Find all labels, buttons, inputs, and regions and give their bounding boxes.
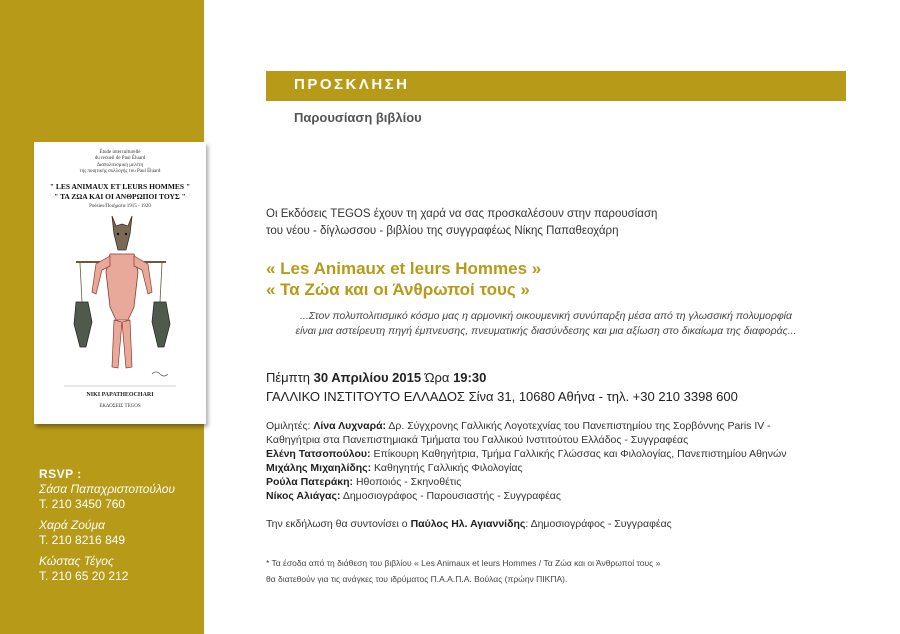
rsvp-contact-name: Κώστας Τέγος: [39, 554, 114, 568]
speaker-row: [266, 434, 688, 446]
speaker-name: Μιχάλης Μιχαηλίδης:: [266, 462, 372, 474]
rsvp-contact-name: Χαρά Ζούμα: [39, 518, 105, 532]
rsvp-contact-phone: Τ. 210 3450 760: [39, 497, 126, 511]
coordinator-prefix: Την εκδήλωση θα συντονίσει ο: [266, 518, 408, 530]
speaker-name: Λίνα Λυχναρά:: [313, 420, 387, 432]
book-cover-author: NIKI PAPATHEOCHARI: [86, 392, 154, 398]
event-venue: ΓΑΛΛΙΚΟ ΙΝΣΤΙΤΟΥΤΟ ΕΛΛΑΔΟΣ: [266, 389, 465, 404]
book-cover-dates: Poésies/Ποιήματα 1915 - 1920: [89, 204, 151, 209]
page-subtitle: Παρουσίαση βιβλίου: [294, 110, 422, 125]
coordinator-line: [266, 518, 672, 530]
book-cover-title-fr: " LES ANIMAUX ET LEURS HOMMES ": [49, 182, 191, 191]
book-cover-title-gr: " ΤΑ ΖΩΑ ΚΑΙ ΟΙ ΑΝΘΡΩΠΟΙ ΤΟΥΣ ": [54, 192, 186, 201]
speaker-role: Καθηγητής Γαλλικής Φιλολογίας: [374, 462, 523, 474]
event-location: [266, 389, 738, 404]
book-cover-intro-line: Διαπολιτισμική μελέτη: [96, 162, 144, 168]
speaker-name: Ελένη Τατσοπούλου:: [266, 448, 371, 460]
quote-line: ...Στον πολυπολιτισμικό κόσμο μας η αρμονική οικουμενική συνύπαρξη μέσα από τη γλωσσική πολυμορφία: [300, 310, 792, 322]
event-address: Σίνα 31, 10680 Αθήνα - τηλ. +30 210 3398 600: [468, 389, 738, 404]
book-cover-illustration: [34, 142, 206, 424]
footnote-line: θα διατεθούν για τις ανάγκες του ιδρύματος Π.Α.Α.Π.Α. Βούλας (πρώην ΠΙΚΠΑ).: [266, 574, 568, 584]
coordinator-role: : Δημοσιογράφος - Συγγραφέας: [525, 518, 672, 530]
event-day: Πέμπτη: [266, 370, 311, 385]
coordinator-name: Παύλος Ηλ. Αγιαννίδης: [410, 518, 526, 530]
footnote-line: * Τα έσοδα από τη διάθεση του βιβλίου « Les Animaux et leurs Hommes / Τα Ζώα και οι Άνθρωποί τους »: [266, 558, 661, 568]
rsvp-contact: [39, 518, 201, 548]
event-datetime: [266, 370, 486, 385]
page-title: ΠΡΟΣΚΛΗΣΗ: [294, 76, 410, 93]
book-cover-intro-line: της ποιητικής συλλογής του Paul Éluard: [79, 169, 161, 175]
rsvp-contact: [39, 554, 201, 584]
rsvp-block: [39, 467, 201, 590]
speaker-role: Δρ. Σύγχρονης Γαλλικής Λογοτεχνίας του Πανεπιστημίου της Σορβόννης Paris IV -: [388, 420, 771, 432]
event-time: 19:30: [453, 370, 487, 385]
speaker-role: Επίκουρη Καθηγήτρια, Τμήμα Γαλλικής Γλώσσας και Φιλολογίας, Πανεπιστημίου Αθηνών: [373, 448, 787, 460]
speaker-row: [266, 448, 786, 460]
rsvp-contact-phone: Τ. 210 65 20 212: [39, 569, 129, 583]
book-title-french: « Les Animaux et leurs Hommes »: [266, 259, 542, 278]
book-cover-intro-line: du recueil de Paul Éluard: [94, 156, 146, 162]
quote-line: είναι μια αστείρευτη πηγή έμπνευσης, πνευματικής διασύνδεσης και μια αξίωση στο δικαίωμα της διαφοράς...: [295, 325, 797, 337]
book-cover-publisher: ΕΚΔΟΣΕΙΣ TEGOS: [99, 404, 141, 409]
event-time-label: Ώρα: [424, 370, 450, 385]
book-cover-intro-line: Étude interculturelle: [99, 150, 141, 155]
speaker-role: Ηθοποιός - Σκηνοθέτις: [355, 476, 462, 488]
rsvp-title: RSVP :: [39, 467, 82, 481]
speaker-role: Καθηγήτρια στα Πανεπιστημιακά Τμήματα του Γαλλικού Ινστιτούτου Ελλάδος - Συγγραφέας: [266, 434, 689, 446]
rsvp-contact-phone: Τ. 210 8216 849: [39, 533, 126, 547]
rsvp-contact: [39, 482, 201, 512]
book-title-greek: « Τα Ζώα και οι Άνθρωποί τους »: [266, 280, 530, 299]
speaker-row: [266, 476, 461, 488]
event-date: 30 Απριλίου 2015: [313, 370, 422, 385]
intro-line: Οι Εκδόσεις TEGOS έχουν τη χαρά να σας προσκαλέσουν στην παρουσίαση: [266, 208, 658, 220]
speaker-name: Ρούλα Πατεράκη:: [266, 476, 354, 488]
speaker-row: [266, 462, 523, 474]
speaker-row: [266, 490, 561, 502]
intro-line: του νέου - δίγλωσσου - βιβλίου της συγγραφέως Νίκης Παπαθεοχάρη: [266, 225, 619, 237]
speakers-label: Ομιλητές:: [266, 420, 311, 432]
speaker-row: [266, 420, 771, 432]
rsvp-contact-name: Σάσα Παπαχριστοπούλου: [39, 482, 176, 496]
book-cover-image: [34, 142, 206, 424]
speaker-name: Νίκος Αλιάγας:: [266, 490, 341, 502]
speaker-role: Δημοσιογράφος - Παρουσιαστής - Συγγραφέας: [342, 490, 561, 502]
